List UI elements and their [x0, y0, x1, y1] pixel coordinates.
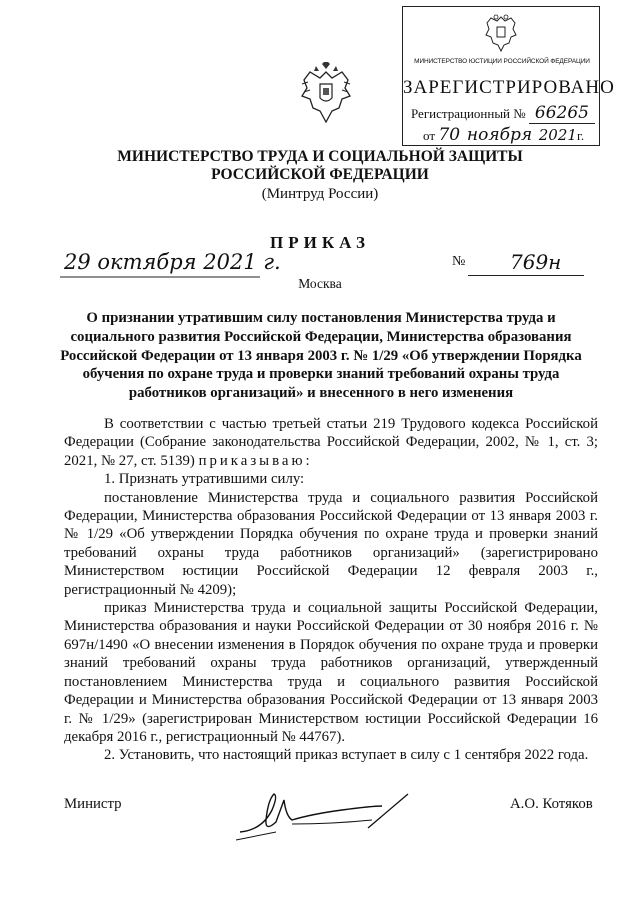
ministry-name-line1: МИНИСТЕРСТВО ТРУДА И СОЦИАЛЬНОЙ ЗАЩИТЫ — [117, 148, 523, 165]
stamp-date-day: 70 — [438, 125, 461, 145]
stamp-date-suffix: г. — [576, 128, 585, 143]
stamp-reg-label: Регистрационный № — [411, 106, 526, 121]
stamp-date-prefix: от — [423, 128, 436, 143]
coat-of-arms-icon — [298, 62, 354, 128]
stamp-date-row — [423, 125, 584, 146]
order-number-label: № — [452, 254, 466, 269]
body-order-word: приказываю: — [198, 452, 313, 469]
stamp-date-year: 2021 — [538, 126, 577, 144]
body-paragraph-2: 1. Признать утратившими силу: — [104, 471, 305, 488]
stamp-ministry-name: МИНИСТЕРСТВО ЮСТИЦИИ РОССИЙСКОЙ ФЕДЕРАЦИИ — [414, 58, 590, 65]
stamp-reg-number: 66265 — [529, 103, 595, 124]
order-number-line — [468, 275, 584, 276]
order-number-handwritten: 769н — [510, 250, 562, 274]
document-type: ПРИКАЗ — [270, 233, 370, 252]
body-paragraph-1 — [64, 415, 598, 470]
ministry-name-line2: РОССИЙСКОЙ ФЕДЕРАЦИИ — [211, 166, 429, 183]
body-paragraph-5: 2. Установить, что настоящий приказ вступает в силу с 1 сентября 2022 года. — [104, 747, 589, 764]
signatory-position: Министр — [64, 796, 122, 812]
body-paragraph-4: приказ Министерства труда и социальной защиты Российской Федерации, Министерства образования и науки Российской Федерации от 30 ноября 2016 г. № 697н/1490 «О внесении изменения в Порядок обучения по охране труда и проверки знаний требований охраны труда работников организаций, утвержденный постановлением Министерства труда и социального развития Российской Федерации и Министерства образования Российской Федерации от 13 января 2003 г. № 1/29» (зарегистрирован Министерством юстиции Российской Федерации 16 декабря 2016 г., регистрационный № 44767). — [64, 600, 598, 745]
stamp-coat-of-arms-icon — [483, 13, 519, 55]
body-paragraph-1-text: В соответствии с частью третьей статьи 219 Трудового кодекса Российской Федерации (Собрание законодательства Российской Федерации, 2002, № 1, ст. 3; 2021, № 27, ст. 5139) — [64, 416, 598, 469]
document-title: О признании утратившим силу постановления Министерства труда и социального развития Российской Федерации, Министерства образования Российской Федерации от 13 января 2003 г. № 1/29 «Об утверждении Порядка обучения по охране труда и проверки знаний требований охраны труда работников организаций» и внесенного в него изменения — [60, 310, 582, 402]
ministry-short-name: (Минтруд России) — [261, 186, 379, 202]
stamp-registered-label: ЗАРЕГИСТРИРОВАНО — [403, 77, 615, 98]
body-paragraph-3: постановление Министерства труда и социального развития Российской Федерации, Министерства образования Российской Федерации от 13 января 2003 г. № 1/29 «Об утверждении Порядка обучения по охране труда и проверки знаний требований охраны труда работников организаций» (зарегистрировано Министерством юстиции Российской Федерации 12 февраля 2003 г., регистрационный № 4209); — [64, 489, 598, 598]
signatory-name: А.О. Котяков — [510, 796, 593, 812]
handwritten-signature — [232, 770, 422, 846]
registration-stamp — [402, 6, 615, 146]
stamp-date-month: ноября — [464, 125, 536, 146]
city: Москва — [298, 276, 342, 291]
document-body — [64, 415, 598, 765]
stamp-reg-number-row — [411, 103, 595, 124]
order-date-handwritten: 29 октября 2021 г. — [64, 250, 281, 274]
